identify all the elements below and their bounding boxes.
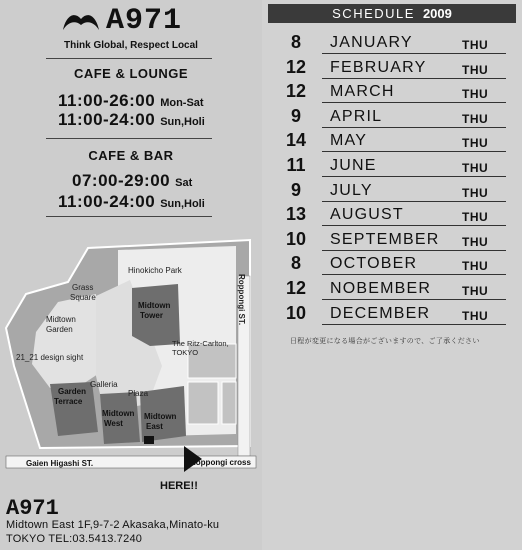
label-midtown-tower-2: Tower	[140, 311, 163, 320]
schedule-month: JANUARY	[330, 34, 413, 51]
schedule-row	[268, 251, 516, 275]
logo-bird-icon	[62, 10, 100, 32]
schedule-weekday: THU	[462, 111, 489, 126]
schedule-weekday: THU	[462, 161, 489, 175]
label-midtown-garden-2: Garden	[46, 325, 73, 334]
divider	[46, 138, 212, 139]
schedule-weekday: THU	[462, 87, 489, 102]
schedule-day: 12	[285, 278, 307, 298]
cafe-lounge-title: CAFE & LOUNGE	[73, 66, 189, 81]
label-garden-terrace-2: Terrace	[54, 397, 83, 406]
address-line-2: TOKYO TEL:03.5413.7240	[6, 533, 143, 545]
schedule-day: 8	[290, 32, 301, 52]
area-map	[0, 236, 262, 498]
label-plaza: Plaza	[128, 389, 149, 398]
schedule-row	[268, 128, 516, 152]
schedule-month: JULY	[330, 181, 373, 199]
label-here: HERE!!	[160, 480, 198, 492]
label-ritz-2: TOKYO	[172, 348, 199, 357]
schedule-day: 9	[290, 105, 301, 126]
schedule-month: DECEMBER	[330, 304, 431, 322]
schedule-row	[268, 104, 516, 128]
schedule-day: 12	[285, 81, 307, 102]
schedule-weekday: THU	[462, 62, 489, 77]
schedule-row	[268, 178, 516, 202]
label-grass-2: Square	[70, 293, 96, 302]
label-roppongi-st: Roppongi ST.	[237, 274, 246, 326]
footer-brand: A971	[6, 496, 59, 521]
label-gaien: Gaien Higashi ST.	[26, 459, 94, 468]
schedule-weekday: THU	[462, 308, 489, 323]
schedule-row	[268, 30, 516, 54]
schedule-row	[268, 276, 516, 300]
schedule-year: 2009	[422, 6, 452, 21]
schedule-month: FEBRUARY	[330, 58, 427, 76]
schedule-day: 8	[290, 253, 301, 274]
cafe-lounge-hours-2: 11:00-24:00 Sun,Holi	[58, 110, 205, 129]
logo	[62, 6, 182, 36]
schedule-weekday: THU	[462, 38, 489, 52]
schedule-month: MAY	[330, 132, 368, 150]
schedule-day: 9	[290, 179, 301, 200]
schedule-title: SCHEDULE	[332, 6, 415, 21]
schedule-day: 10	[285, 302, 307, 323]
schedule-row	[268, 227, 516, 251]
schedule-row	[268, 301, 516, 325]
label-galleria: Galleria	[90, 380, 118, 389]
schedule-day: 14	[285, 130, 307, 151]
schedule-note: 日程が変更になる場合がございますので、ご了承ください	[290, 338, 480, 345]
label-midtown-east-1: Midtown	[144, 412, 177, 421]
schedule-day: 10	[285, 228, 307, 249]
label-midtown-east-2: East	[146, 422, 163, 431]
schedule-row	[268, 79, 516, 103]
label-roppongi-cross: Roppongi cross	[190, 458, 251, 467]
label-design-sight: 21_21 design sight	[16, 353, 84, 362]
schedule-weekday: THU	[462, 284, 489, 298]
logo-text: A971	[106, 4, 183, 38]
schedule-month: OCTOBER	[330, 255, 418, 273]
map-drawing	[0, 236, 262, 498]
schedule-header	[268, 4, 516, 23]
schedule-weekday: THU	[462, 210, 489, 225]
schedule-row	[268, 55, 516, 79]
label-garden-terrace-1: Garden	[58, 387, 87, 396]
schedule-month: AUGUST	[330, 206, 404, 224]
tagline: Think Global, Respect Local	[64, 40, 198, 51]
schedule-month: APRIL	[330, 107, 383, 125]
label-midtown-garden-1: Midtown	[46, 315, 76, 324]
divider	[46, 58, 212, 59]
schedule-day: 12	[285, 56, 307, 77]
label-grass-1: Grass	[72, 283, 94, 292]
schedule-weekday: THU	[462, 136, 489, 151]
cafe-bar-title: CAFE & BAR	[88, 148, 174, 163]
schedule-day: 11	[286, 155, 306, 175]
address-line-1: Midtown East 1F,9-7-2 Akasaka,Minato-ku	[6, 519, 220, 531]
label-midtown-west-1: Midtown	[102, 409, 135, 418]
label-midtown-west-2: West	[104, 419, 123, 428]
schedule-row	[268, 202, 516, 226]
row-underline	[322, 324, 506, 325]
cafe-bar-hours-2: 11:00-24:00 Sun,Holi	[58, 192, 205, 211]
label-hinokicho: Hinokicho Park	[128, 266, 182, 275]
schedule-row	[268, 153, 516, 177]
schedule-weekday: THU	[462, 259, 489, 274]
schedule-month: JUNE	[330, 157, 377, 174]
schedule-weekday: THU	[462, 234, 489, 249]
cafe-lounge-hours-1: 11:00-26:00 Mon-Sat	[58, 91, 204, 110]
label-midtown-tower-1: Midtown	[138, 301, 171, 310]
schedule-month: NOBEMBER	[330, 280, 432, 297]
divider	[46, 216, 212, 217]
cafe-bar-hours-1: 07:00-29:00 Sat	[72, 171, 193, 190]
schedule-month: MARCH	[330, 83, 395, 101]
schedule-month: SEPTEMBER	[330, 230, 440, 248]
label-ritz-1: The Ritz-Carlton,	[172, 339, 229, 348]
schedule-weekday: THU	[462, 185, 489, 200]
schedule-day: 13	[285, 204, 307, 225]
